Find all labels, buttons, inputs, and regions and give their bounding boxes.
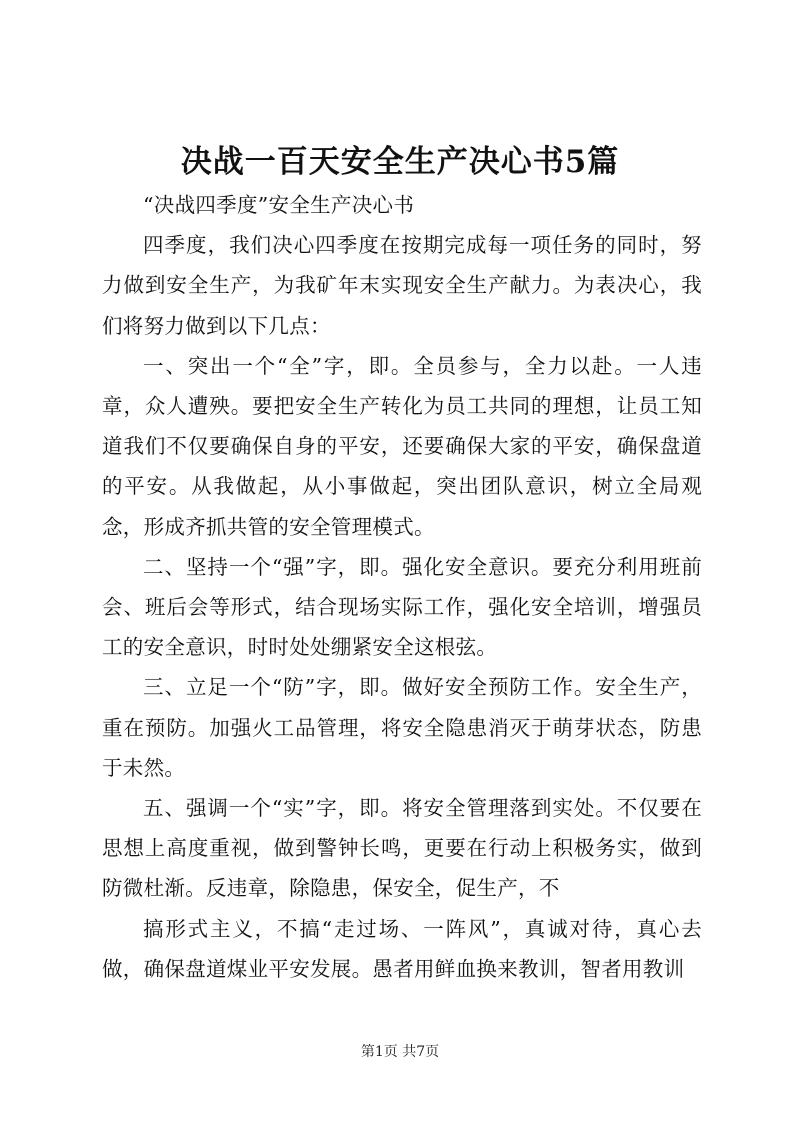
paragraph-point-1: 一、突出一个“全”字，即。全员参与，全力以赴。一人违章，众人遭殃。要把安全生产转化为员工共同的理想，让员工知道我们不仅要确保自身的平安，还要确保大家的平安，确保盘道的平安。从我做起，从小事做起，突出团队意识，树立全局观念，形成齐抓共管的安全管理模式。 (102, 353, 702, 539)
document-body (102, 185, 702, 989)
paragraph-intro: 四季度，我们决心四季度在按期完成每一项任务的同时，努力做到安全生产，为我矿年末实现安全生产献力。为表决心，我们将努力做到以下几点： (102, 233, 702, 338)
paragraph-point-3: 三、立足一个“防”字，即。做好安全预防工作。安全生产，重在预防。加强火工品管理，将安全隐患消灭于萌芽状态，防患于未然。 (102, 675, 702, 780)
paragraph-point-5: 五、强调一个“实”字，即。将安全管理落到实处。不仅要在思想上高度重视，做到警钟长鸣，更要在行动上积极务实，做到防微杜渐。反违章，除隐患，保安全，促生产，不 (102, 796, 702, 901)
paragraph-subtitle: “决战四季度”安全生产决心书 (143, 193, 415, 217)
document-title: 决战一百天安全生产决心书5篇 (180, 144, 620, 180)
paragraph-continuation: 搞形式主义，不搞“走过场、一阵风”，真诚对待，真心去做，确保盘道煤业平安发展。愚者用鲜血换来教训，智者用教训 (102, 916, 702, 981)
paragraph-point-2: 二、坚持一个“强”字，即。强化安全意识。要充分利用班前会、班后会等形式，结合现场实际工作，强化安全培训，增强员工的安全意识，时时处处绷紧安全这根弦。 (102, 554, 702, 660)
page-footer: 第1页 共7页 (360, 1044, 440, 1060)
